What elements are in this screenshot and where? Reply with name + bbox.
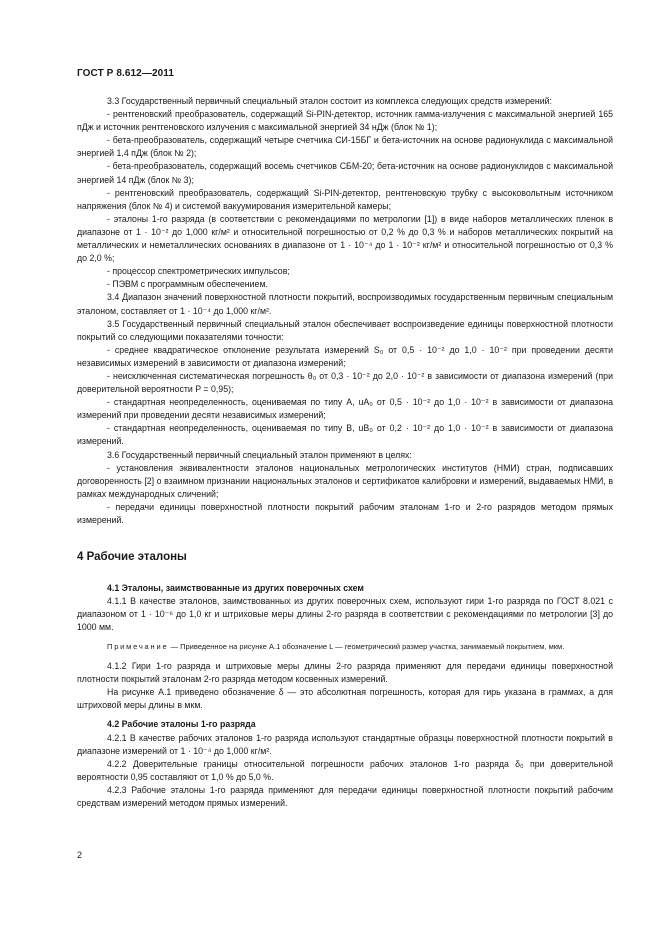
subsection-4-2-title: 4.2 Рабочие эталоны 1-го разряда	[107, 719, 256, 730]
list-item: - неисключенная систематическая погрешность θ₀ от 0,3 · 10⁻² до 2,0 · 10⁻² в зависимости от диапазона измерений (при доверительной вероятности P = 0,95);	[77, 370, 613, 395]
paragraph-4-1-2b: На рисунке А.1 приведено обозначение δ — это абсолютная погрешность, которая для гирь указана в граммах, а для штриховой меры длины в мкм.	[77, 687, 613, 711]
paragraph-4-1-2: 4.1.2 Гири 1-го разряда и штриховые меры длины 2-го разряда применяют для передачи единицы поверхностной плотности покрытий эталонам 2-го разряда методом косвенных измерений.	[77, 661, 613, 685]
list-item: - рентгеновский преобразователь, содержащий Si-PIN-детектор, рентгеновскую трубку с высоковольтным источником напряжения (блок № 4) и системой вакуумирования измерительной камеры;	[77, 187, 613, 211]
list-item: - рентгеновский преобразователь, содержащий Si-PIN-детектор, источник гамма-излучения с максимальной энергией 165 пДж и источник рентгеновского излучения с максимальной энергией 34 нДж (блок № 1);	[77, 109, 613, 133]
note	[77, 641, 613, 653]
subsection-4-1-title: 4.1 Эталоны, заимствованные из других поверочных схем	[107, 583, 364, 594]
page-number: 2	[77, 850, 83, 860]
paragraph-4-2-2: 4.2.2 Доверительные границы относительной погрешности рабочих эталонов 1-го разряда δ₀ при доверительной вероятности 0,95 составляют от 1,0 % до 5,0 %.	[77, 758, 613, 782]
list-item: - бета-преобразователь, содержащий восемь счетчиков СБМ-20; бета-источник на основе радионуклидов с максимальной энергией 14 пДж (блок № 3);	[77, 161, 613, 185]
list-item: - установления эквивалентности эталонов национальных метрологических институтов (НМИ) стран, подписавших договоренность [2] о взаимном признании национальных эталонов и сертификатов калибровки и измерений, выдаваемых НМИ, в рамках международных сличений;	[77, 462, 613, 499]
list-item: - передачи единицы поверхностной плотности покрытий рабочим эталонам 1-го и 2-го разрядов методом прямых измерений.	[77, 501, 613, 525]
paragraph-3-4: 3.4 Диапазон значений поверхностной плотности покрытий, воспроизводимых государственным первичным специальным эталоном, составляет от 1 · 10⁻⁴ до 1,000 кг/м².	[77, 292, 613, 316]
list-item: - стандартная неопределенность, оцениваемая по типу В, uВ₀ от 0,2 · 10⁻² до 1,0 · 10⁻² в зависимости от диапазона измерений.	[77, 423, 613, 447]
paragraph-3-3-intro: 3.3 Государственный первичный специальный эталон состоит из комплекса следующих средств измерений:	[107, 96, 552, 106]
paragraph-4-2-3: 4.2.3 Рабочие эталоны 1-го разряда применяют для передачи единицы поверхностной плотности покрытий рабочим средствам измерений методом прямых измерений.	[77, 784, 613, 808]
list-item: - стандартная неопределенность, оцениваемая по типу А, uА₀ от 0,5 · 10⁻² до 1,0 · 10⁻² в зависимости от диапазона измерений при проведении десяти независимых измерений;	[77, 397, 613, 421]
list-item: - процессор спектрометрических импульсов;	[107, 266, 290, 277]
list-item: - эталоны 1-го разряда (в соответствии с рекомендациями по метрологии [1]) в виде наборов металлических пленок в диапазоне от 1 · 10⁻² до 1,000 кг/м² и относительной погрешностью от 0,2 % до 0,3 % и наборов металлических покрытий на металлических и неметаллических основаниях в диапазоне от 1 · 10⁻⁴ до 1 · 10⁻² кг/м² и относительной погрешностью от 0,3 % до 2,0 %;	[77, 213, 613, 264]
note-text: — Приведенное на рисунке А.1 обозначение L — геометрический размер участка, занимаемый покрытием, мкм.	[168, 641, 565, 651]
section-4-title: 4 Рабочие эталоны	[77, 551, 187, 564]
list-item: - бета-преобразователь, содержащий четыре счетчика СИ-15БГ и бета-источник на основе радионуклида с максимальной энергией 1,4 пДж (блок № 2);	[77, 135, 613, 159]
note-label: Примечание	[107, 641, 169, 651]
list-item: - среднее квадратическое отклонение результата измерений S₀ от 0,5 · 10⁻² до 1,0 · 10⁻² при проведении десяти независимых измерений в зависимости от диапазона измерений;	[77, 344, 613, 368]
paragraph-4-2-1: 4.2.1 В качестве рабочих эталонов 1-го разряда используют стандартные образцы поверхностной плотности покрытий в диапазоне измерений от 1 · 10⁻⁴ до 1,000 кг/м².	[77, 732, 613, 756]
paragraph-3-5-intro: 3.5 Государственный первичный специальный эталон обеспечивает воспроизведение единицы поверхностной плотности покрытий со следующими показателями точности:	[77, 318, 613, 342]
standard-header: ГОСТ Р 8.612—2011	[77, 68, 175, 79]
list-item: - ПЭВМ с программным обеспечением.	[107, 279, 268, 290]
document-body	[77, 95, 613, 810]
paragraph-3-6-intro: 3.6 Государственный первичный специальный эталон применяют в целях:	[107, 449, 412, 460]
paragraph-4-1-1: 4.1.1 В качестве эталонов, заимствованных из других поверочных схем, используют гири 1-го разряда по ГОСТ 8.021 с диапазоном от 1 · 10⁻⁶ до 1,0 кг и штриховые меры длины 2-го разряда в соответствии с рекомендациями по метрологии [3] до 1000 мм.	[77, 596, 613, 633]
